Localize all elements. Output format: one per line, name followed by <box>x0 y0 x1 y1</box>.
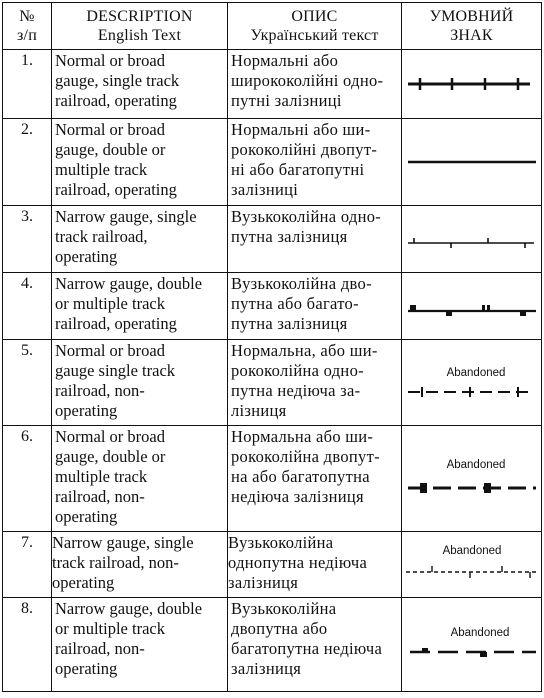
header-number-line1: № <box>19 8 35 25</box>
row-number: 2. <box>3 119 52 206</box>
row-opis: Вузькоколійна одно- путна залізниця <box>228 206 402 273</box>
table-row <box>3 532 542 598</box>
railroad-legend-table <box>2 2 542 692</box>
row-description: Normal or broad gauge, double or multiple track railroad, non- operating <box>52 426 228 532</box>
narrow-gauge-double-track-symbol <box>404 294 540 324</box>
row-number: 8. <box>3 598 52 692</box>
abandoned-label: Abandoned <box>446 366 505 379</box>
abandoned-label: Abandoned <box>446 458 505 471</box>
header-opis-line2: Український текст <box>250 27 379 44</box>
header-row <box>3 3 542 50</box>
row-description: Narrow gauge, single track railroad, non- operating <box>52 532 228 598</box>
header-number <box>3 3 52 50</box>
row-opis: Нормальні або ши- рококолійні двопут- ні або багатопутні залізниці <box>228 119 402 206</box>
row-opis: Вузькоколійна дво- путна або багато- путна залізниця <box>228 273 402 340</box>
row-description: Narrow gauge, double or multiple track railroad, operating <box>52 273 228 340</box>
row-description: Narrow gauge, single track railroad, operating <box>52 206 228 273</box>
row-symbol <box>402 426 542 532</box>
row-symbol <box>402 50 542 119</box>
abandoned-double-track-symbol <box>404 454 540 504</box>
row-opis: Нормальні або ширококолійні одно- путні залізниці <box>228 50 402 119</box>
table-row <box>3 206 542 273</box>
header-sign <box>402 3 542 50</box>
row-symbol <box>402 532 542 598</box>
double-track-railroad-symbol <box>404 147 540 177</box>
row-symbol <box>402 340 542 426</box>
abandoned-narrow-double-track-symbol <box>404 620 540 670</box>
row-number: 3. <box>3 206 52 273</box>
header-description-line2: English Text <box>97 27 182 44</box>
legend-table-container <box>2 2 541 696</box>
header-sign-line1: УМОВНИЙ <box>429 8 514 25</box>
row-symbol <box>402 598 542 692</box>
row-opis: Вузькоколійна двопутна або багатопутна недіюча залізниця <box>228 598 402 692</box>
header-sign-line2: ЗНАК <box>450 27 493 44</box>
narrow-gauge-single-track-symbol <box>404 229 540 259</box>
row-description: Narrow gauge, double or multiple track railroad, non- operating <box>52 598 228 692</box>
row-number: 7. <box>3 532 52 598</box>
table-row <box>3 119 542 206</box>
row-symbol <box>402 119 542 206</box>
row-opis: Нормальна, або ши- рококолійна одно- путна недіюча за- лізниця <box>228 340 402 426</box>
header-number-line2: з/п <box>17 27 37 44</box>
header-opis-line1: ОПИС <box>291 8 338 25</box>
abandoned-label: Abandoned <box>450 626 509 639</box>
table-row <box>3 426 542 532</box>
header-opis <box>228 3 402 50</box>
abandoned-label: Abandoned <box>442 544 501 557</box>
row-symbol <box>402 273 542 340</box>
row-description: Normal or broad gauge single track railroad, non- operating <box>52 340 228 426</box>
row-number: 5. <box>3 340 52 426</box>
row-number: 4. <box>3 273 52 340</box>
header-description <box>52 3 228 50</box>
row-opis: Нормальна або ши- рококолійна двопут- на або багатопутна недіюча залізниця <box>228 426 402 532</box>
row-number: 6. <box>3 426 52 532</box>
row-symbol <box>402 206 542 273</box>
abandoned-narrow-single-track-symbol <box>404 540 540 590</box>
header-description-line1: DESCRIPTION <box>86 8 193 25</box>
row-number: 1. <box>3 50 52 119</box>
table-row <box>3 273 542 340</box>
single-track-railroad-symbol <box>404 69 540 99</box>
table-row <box>3 50 542 119</box>
table-row <box>3 340 542 426</box>
row-opis: Вузькоколійна однопутна недіюча залізниця <box>228 532 402 598</box>
abandoned-single-track-symbol <box>404 358 540 408</box>
table-row <box>3 598 542 692</box>
row-description: Normal or broad gauge, double or multiple track railroad, operating <box>52 119 228 206</box>
row-description: Normal or broad gauge, single track railroad, operating <box>52 50 228 119</box>
